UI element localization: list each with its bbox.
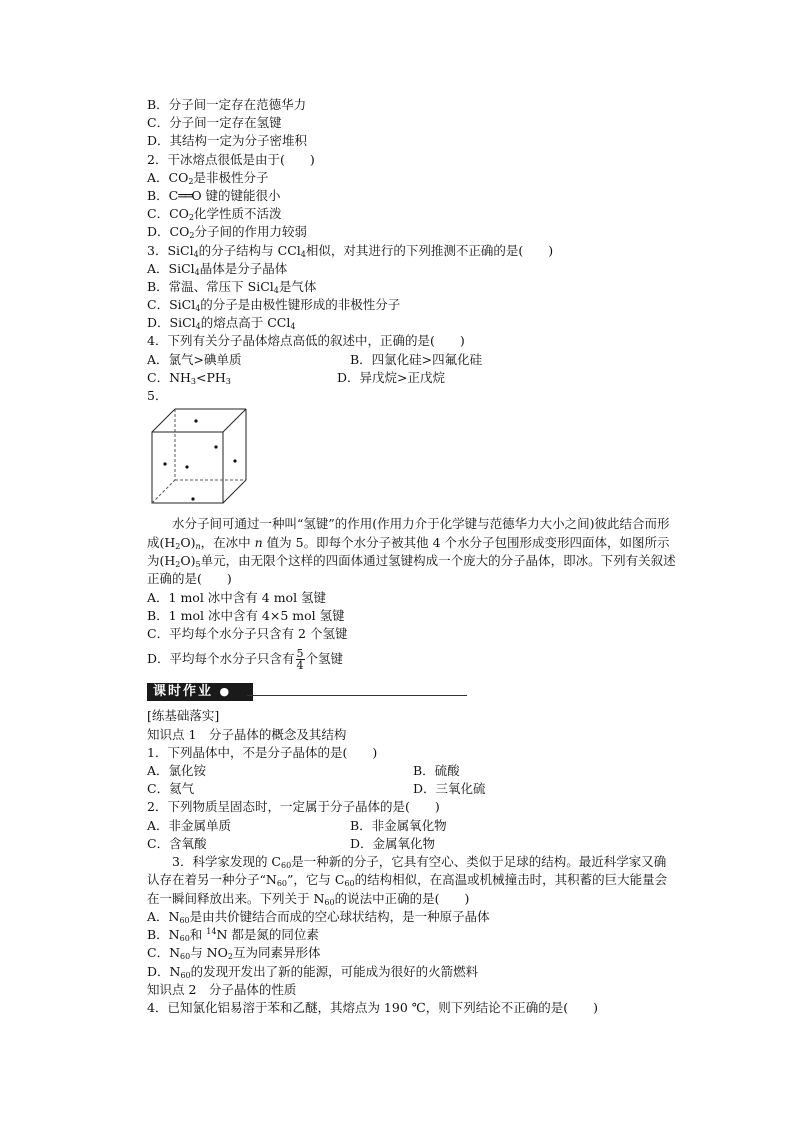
option-a: A．非金属单质 [147, 817, 232, 833]
option-b: B．硫酸 [413, 762, 460, 778]
option-line: D．平均每个水分子只含有 $\frac{5}{4}$ 个氢键 [147, 647, 344, 673]
option-line: D．$N_{60}$的发现开发出了新的能源，可能成为很好的火箭燃料 [147, 963, 479, 980]
fraction: $\frac{5}{4}$ [296, 647, 304, 673]
option-row [147, 762, 677, 780]
option-row [147, 817, 677, 835]
question-4: 4．下列有关分子晶体熔点高低的叙述中，正确的是( ) [147, 333, 465, 349]
molecule-dot [194, 420, 197, 423]
option-line: C．平均每个水分子只含有 2 个氢键 [147, 626, 348, 642]
option-d: D．异戊烷>正戊烷 [337, 369, 445, 385]
banner-rule [247, 695, 467, 696]
option-line: B．C══O 键的键能很小 [147, 187, 281, 203]
option-row [147, 835, 677, 853]
page-content [147, 96, 677, 1017]
option-line: D．SiCl$_4$的熔点高于 CCl$_4$ [147, 315, 296, 332]
question-1: 1．下列晶体中，不是分子晶体的是( ) [147, 744, 378, 760]
molecule-dot [191, 498, 194, 501]
option-line: B．常温、常压下 SiCl$_4$是气体 [147, 278, 317, 295]
question-5-text: 水分子间可通过一种叫“氢键”的作用(作用力介于化学键与范德华力大小之间)彼此结合而形成$(H_2O)_n$，在冰中 n 值为 5。即每个水分子被其他 4 个水分子包围形成变形四面体，如图所示为$(H_2O)_5$单元，由无限个这样的四面体通过氢键构成一个庞大的分子晶体，即冰。下列有关叙述正确的是( ) [147, 516, 676, 587]
knowledge-point-1: 知识点 1 分子晶体的概念及其结构 [147, 726, 347, 742]
option-row [147, 780, 677, 798]
homework-banner [147, 681, 677, 703]
option-line: A．$N_{60}$是由共价键结合而成的空心球状结构，是一种原子晶体 [147, 909, 490, 926]
option-line: D．$CO_2$分子间的作用力较弱 [147, 224, 307, 241]
question-3-text: 3．科学家发现的 $C_{60}$是一种新的分子，它具有空心、类似于足球的结构。最近科学家又确认存在着另一种分子“$N_{60}$”，它与 $C_{60}$的结构相似，在高温或机械撞击时，其积蓄的巨大能量会在一瞬间释放出来。下列关于 $N_{60}$的说法中正确的是( ) [147, 853, 668, 907]
option-b: B．非金属氧化物 [350, 817, 447, 833]
option-line: C．$N_{60}$与 $NO_2$互为同素异形体 [147, 945, 321, 962]
question-2: 2．下列物质呈固态时，一定属于分子晶体的是( ) [147, 799, 440, 815]
knowledge-point-2: 知识点 2 分子晶体的性质 [147, 981, 297, 997]
molecule-dot [185, 466, 188, 469]
question-4: 4．已知氯化铝易溶于苯和乙醚，其熔点为 190 ℃，则下列结论不正确的是( ) [147, 1000, 598, 1016]
question-2: 2．干冰熔点很低是由于( ) [147, 151, 315, 167]
section-head: [练基础落实] [147, 708, 220, 724]
cube-figure [147, 405, 677, 515]
option-c: C．氦气 [147, 781, 195, 797]
option-line: C．SiCl$_4$的分子是由极性键形成的非极性分子 [147, 297, 401, 314]
question-3: 3．SiCl$_4$的分子结构与 CCl$_4$相似，对其进行的下列推测不正确的是( ) [147, 242, 554, 259]
option-line: B．$N_{60}$和 $^{14}$N 都是氮的同位素 [147, 927, 319, 944]
option-d: D．三氧化硫 [413, 781, 486, 797]
molecule-dot [233, 460, 236, 463]
option-line: A．SiCl$_4$晶体是分子晶体 [147, 260, 288, 277]
option-line: C．分子间一定存在氢键 [147, 115, 282, 131]
molecule-dot [214, 446, 217, 449]
option-line: A．1 mol 冰中含有 4 mol 氢键 [147, 589, 327, 605]
option-b: B．四氯化硅>四氟化硅 [350, 351, 483, 367]
banner-title: 课时作业 ● [147, 683, 253, 701]
option-line: B．1 mol 冰中含有 4×5 mol 氢键 [147, 608, 345, 623]
option-a: A．氯化铵 [147, 762, 207, 778]
option-line: C．$CO_2$化学性质不活泼 [147, 206, 282, 223]
option-row [147, 351, 677, 369]
option-c: C．含氧酸 [147, 835, 207, 851]
option-d: D．金属氧化物 [350, 835, 436, 851]
option-line: D．其结构一定为分子密堆积 [147, 133, 308, 149]
question-5: 5． [147, 388, 168, 403]
option-row [147, 369, 677, 387]
option-a: A．氯气>碘单质 [147, 351, 242, 367]
option-line: A．$CO_2$是非极性分子 [147, 169, 269, 186]
circle-icon: ● [219, 685, 232, 699]
option-c: C．$NH_3<PH_3$ [147, 369, 231, 386]
molecule-dot [163, 463, 166, 466]
option-line: B．分子间一定存在范德华力 [147, 97, 307, 112]
ice-tetrahedron-diagram [147, 405, 257, 515]
